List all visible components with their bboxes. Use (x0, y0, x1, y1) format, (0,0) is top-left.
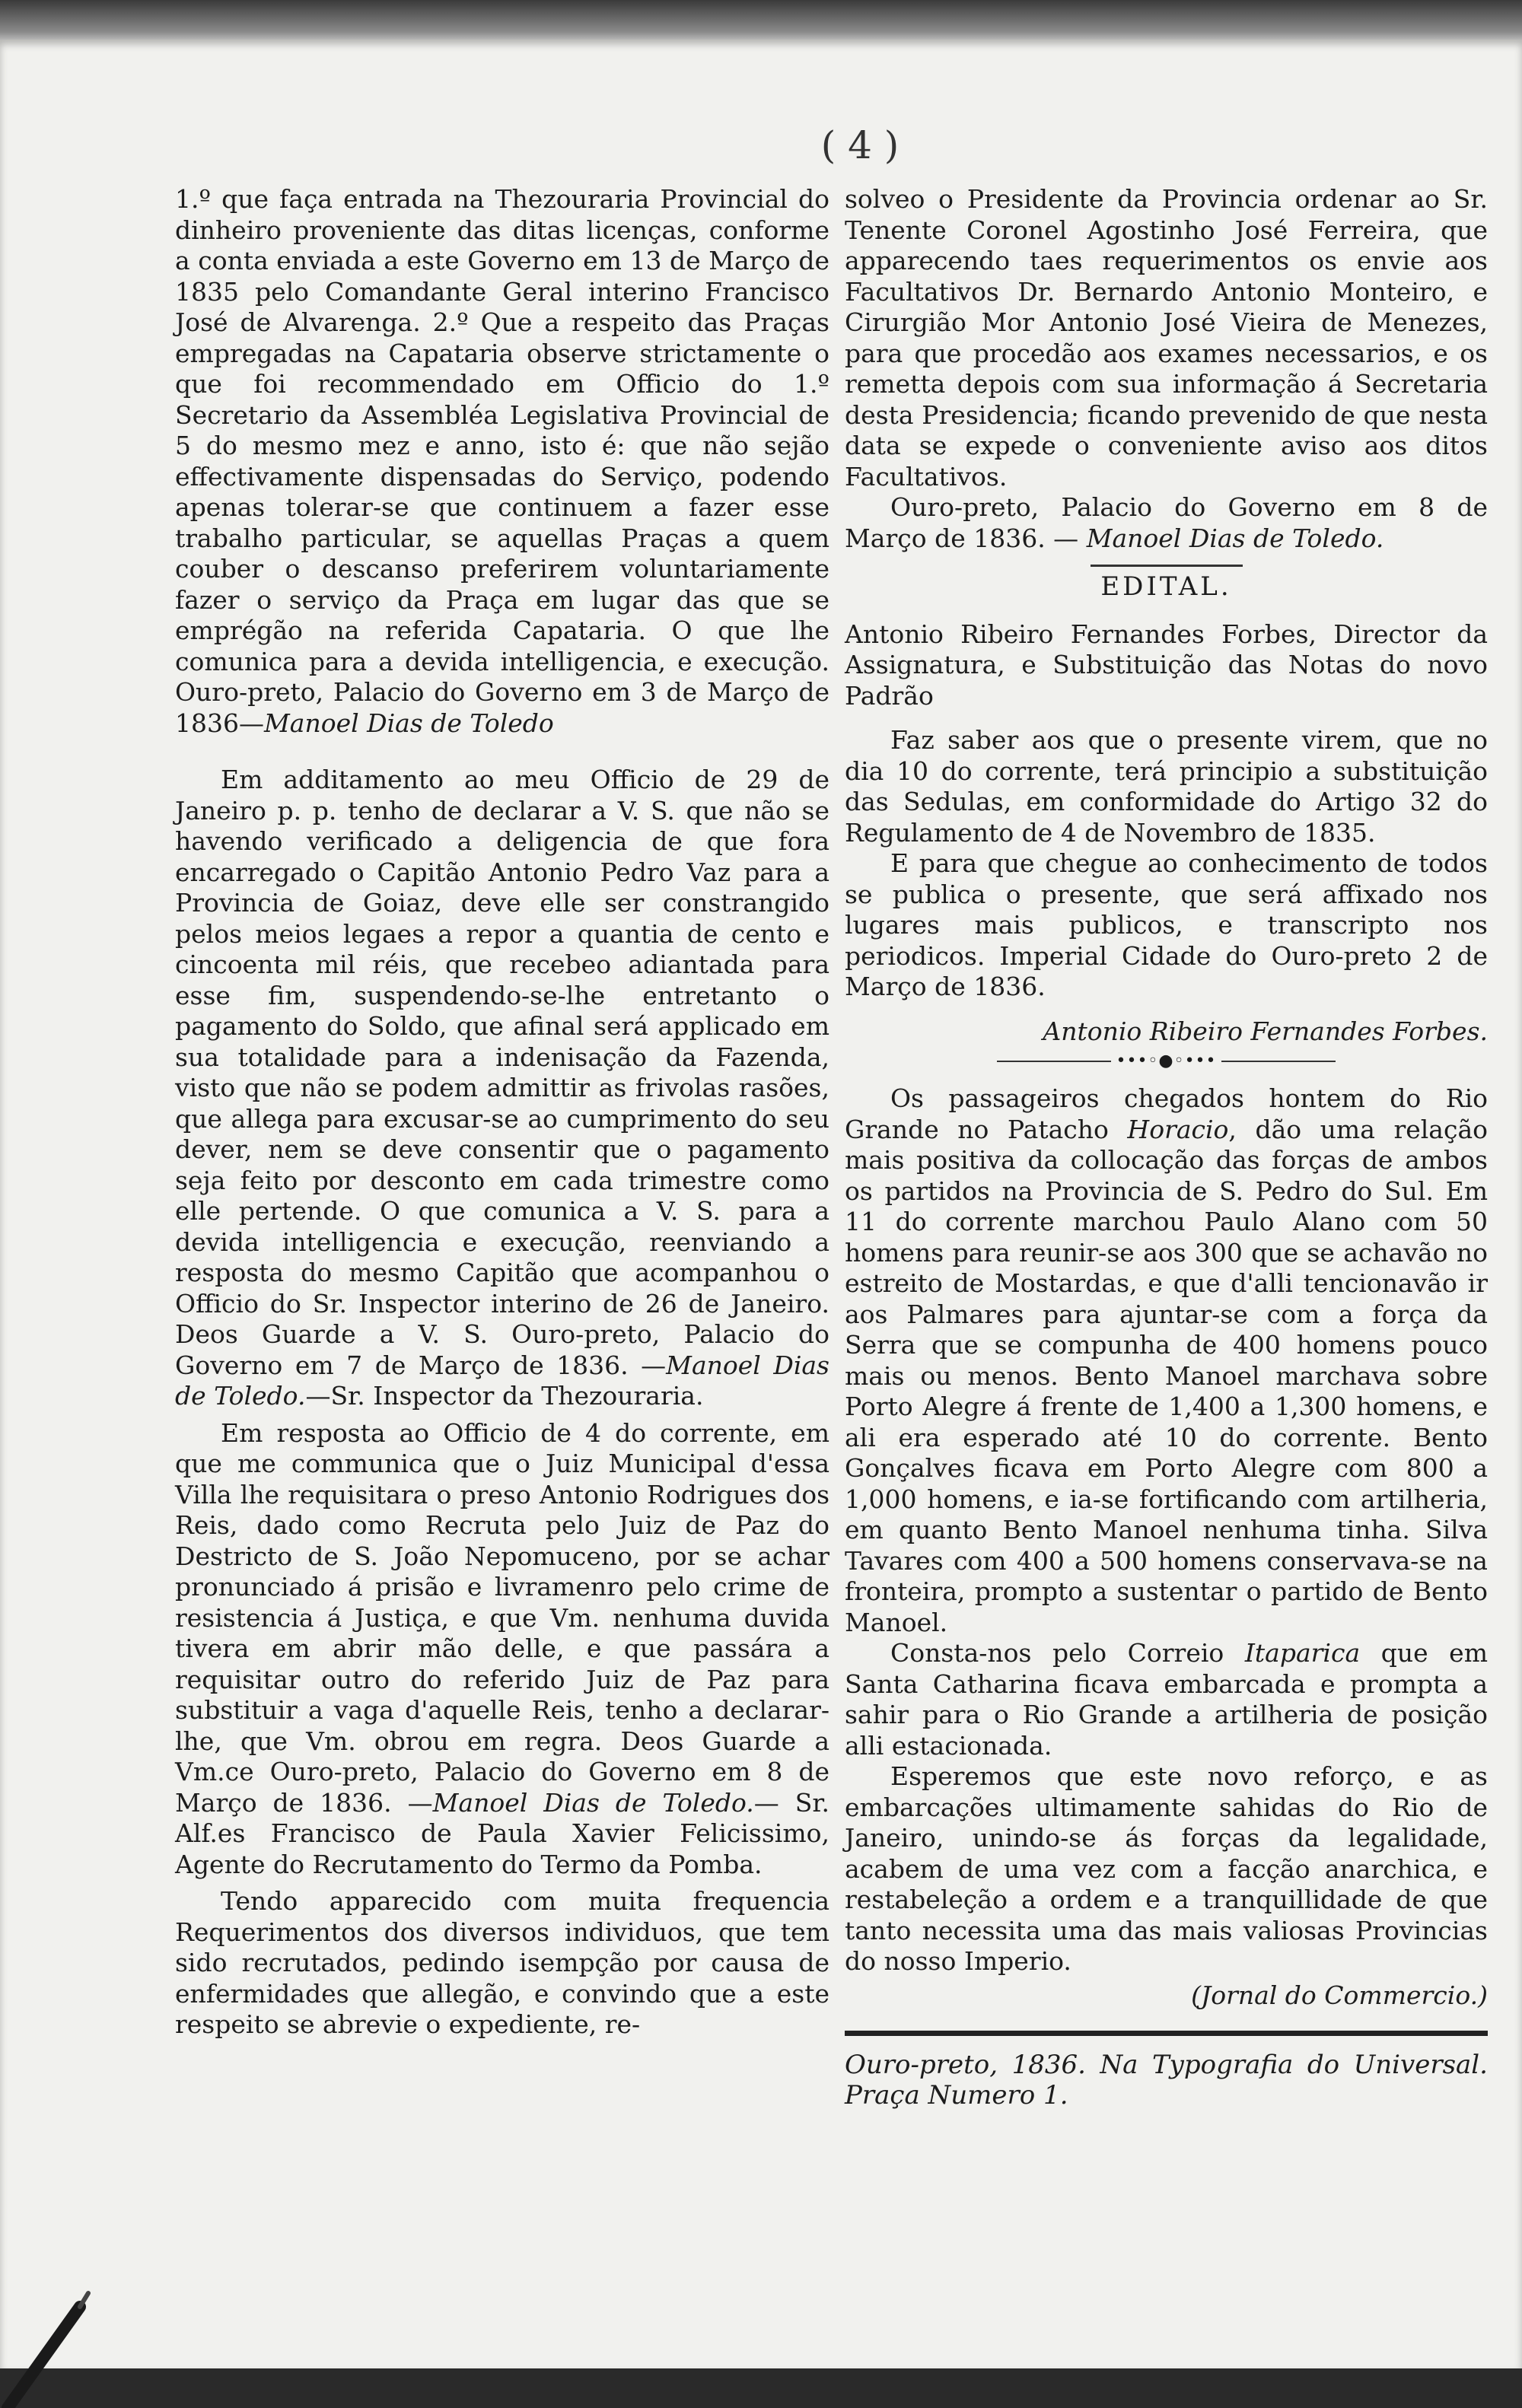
scan-top-edge (0, 0, 1522, 46)
paragraph-resposta: Em resposta ao Officio de 4 do corrente, em que me communica que o Juiz Municipal d'essa Villa lhe requisitara o preso Antonio Rodrigues dos Reis, dado como Recruta pelo Juiz de Paz do Destricto de S. João Nepomuceno, por se achar pronunciado á prisão e livramenro pelo crime de resistencia á Justiça, e que Vm. nenhuma duvida tivera em abrir mão delle, e que passára a requisitar outro do referido Juiz de Paz para substituir a vaga d'aquelle Reis, tenho a declarar-lhe, que Vm. obrou em regra. Deos Guarde a Vm.ce Ouro-preto, Palacio do Governo em 8 de Março de 1836. —Manoel Dias de Toledo.— Sr. Alf.es Francisco de Paula Xavier Felicissimo, Agente do Recrutamento do Termo da Pomba. (175, 1417, 829, 1879)
edital-title: EDITAL. (1100, 571, 1232, 602)
edital-paragraph: E para que chegue ao conhecimento de todos se publica o presente, que será affixado nos lugares mais publicos, e transcripto nos periodicos. Imperial Cidade do Ouro-preto 2 de Março de 1836. (845, 848, 1488, 1001)
ship-name: Horacio (1127, 1114, 1229, 1144)
page-number: ( 4 ) (820, 123, 900, 167)
edital-signature: Antonio Ribeiro Fernandes Forbes. (1043, 1016, 1488, 1046)
imprint-rule (845, 2031, 1488, 2036)
paragraph-additamento: Em additamento ao meu Officio de 29 de Janeiro p. p. tenho de declarar a V. S. que não se havendo verificado a deligencia de que fora encarregado o Capitão Antonio Pedro Vaz para a Provincia de Goiaz, deve elle ser constrangido pelos meios legaes a repor a quantia de cento e cincoenta mil réis, que recebeo adiantada para esse fim, suspendendo-se-lhe entretanto o pagamento do Soldo, que afinal será applicado em sua totalidade para a indenisação da Fazenda, visto que não se podem admittir as frivolas rasões, que allega para excusar-se ao cumprimento do seu dever, nem se deve consentir que o pagamento seja feito por desconto em cada trimestre como elle pertende. O que comunica a V. S. para a devida intelligencia e execução, reenviando a resposta do mesmo Capitão que acompanhou o Officio do Sr. Inspector interino de 26 de Janeiro. Deos Guarde a V. S. Ouro-preto, Palacio do Governo em 7 de Março de 1836. —Manoel Dias de Toledo.—Sr. Inspector da Thezouraria. (175, 765, 829, 1411)
pen-icon (0, 2276, 91, 2408)
news-paragraph: Os passageiros chegados hontem do Rio Grande no Patacho Horacio, dão uma relação mais positiva da collocação das forças de ambos os partidos na Provincia de S. Pedro do Sul. Em 11 do corrente marchou Paulo Alano com 50 homens para reunir-se aos 300 que se achavão no estreito de Mostardas, e que d'alli tencionavão ir aos Palmares para ajuntar-se com a força da Serra que se compunha de 400 homens pouco mais ou menos. Bento Manoel marchava sobre Porto Alegre á frente de 1,400 a 1,300 homens, e ali era esperado até 10 do corrente. Bento Gonçalves ficava em Porto Alegre com 800 a 1,000 homens, e ia-se fortificando com artilheria, em quanto Bento Manoel nenhuma tinha. Silva Tavares com 400 a 500 homens conservava-se na fronteira, prompto a sustentar o partido de Bento Manoel. (845, 1083, 1488, 1637)
edital-heading: Antonio Ribeiro Fernandes Forbes, Director da Assignatura, e Substituição das Notas do novo Padrão (845, 619, 1488, 711)
section-rule (1091, 565, 1243, 567)
ship-name: Itaparica (1244, 1638, 1361, 1668)
edital-paragraph: Faz saber aos que o presente virem, que no dia 10 do corrente, terá principio a substituição das Sedulas, em conformidade do Artigo 32 do Regulamento de 4 de Novembro de 1835. (845, 725, 1488, 848)
news-source: (Jornal do Commercio.) (1191, 1980, 1488, 2010)
left-column (175, 184, 829, 2041)
paragraph-continuation: solveo o Presidente da Provincia ordenar ao Sr. Tenente Coronel Agostinho José Ferreira, que apparecendo taes requerimentos os envie aos Facultativos Dr. Bernardo Antonio Monteiro, e Cirurgião Mor Antonio José Vieira de Menezes, para que procedão aos exames necessarios, e os remetta depois com sua informação á Secretaria desta Presidencia; ficando prevenido de que nesta data se expede o conveniente aviso aos ditos Facultativos. (845, 184, 1488, 491)
newspaper-page (0, 40, 1522, 2368)
signature: Manoel Dias de Toledo (263, 708, 554, 738)
ornament-divider: •••◦●◦••• (845, 1056, 1488, 1067)
paragraph-requerimentos: Tendo apparecido com muita frequencia Requerimentos dos diversos individuos, que tem sido recrutados, pedindo isempção por causa de enfermidades que allegão, e convindo que a este respeito se abrevie o expediente, re- (175, 1886, 829, 2039)
signature: Manoel Dias de Toledo. (432, 1787, 754, 1818)
signature: Manoel Dias de Toledo. (175, 1350, 829, 1411)
news-paragraph: Esperemos que este novo reforço, e as embarcações ultimamente sahidas do Rio de Janeiro, unindo-se ás forças da legalidade, acabem de uma vez com a facção anarchica, e restabeleção a ordem e a tranquillidade de que tanto necessita uma das mais valiosas Provincias do nosso Imperio. (845, 1761, 1488, 1976)
signature: Manoel Dias de Toledo. (1086, 523, 1384, 553)
right-column (845, 184, 1488, 2111)
news-paragraph: Consta-nos pelo Correio Itaparica que em Santa Catharina ficava embarcada e prompta a sahir para o Rio Grande a artilheria de posição alli estacionada. (845, 1638, 1488, 1761)
imprint: Ouro-preto, 1836. Na Typografia do Universal. Praça Numero 1. (845, 2050, 1488, 2111)
paragraph-date: Ouro-preto, Palacio do Governo em 8 de Março de 1836. — Manoel Dias de Toledo. (845, 492, 1488, 553)
paragraph-capataria: 1.º que faça entrada na Thezouraria Provincial do dinheiro proveniente das ditas licenças, conforme a conta enviada a este Governo em 13 de Março de 1835 pelo Comandante Geral interino Francisco José de Alvarenga. 2.º Que a respeito das Praças empregadas na Capataria observe strictamente o que foi recommendado em Officio do 1.º Secretario da Assembléa Legislativa Provincial de 5 do mesmo mez e anno, isto é: que não sejão effectivamente dispensadas do Serviço, podendo apenas tolerar-se que continuem a fazer esse trabalho particular, se aquellas Praças a quem couber o descanso preferirem voluntariamente fazer o serviço da Praça em lugar das que se emprégão na referida Capataria. O que lhe comunica para a devida intelligencia, e execução. Ouro-preto, Palacio do Governo em 3 de Março de 1836—Manoel Dias de Toledo (175, 184, 829, 738)
